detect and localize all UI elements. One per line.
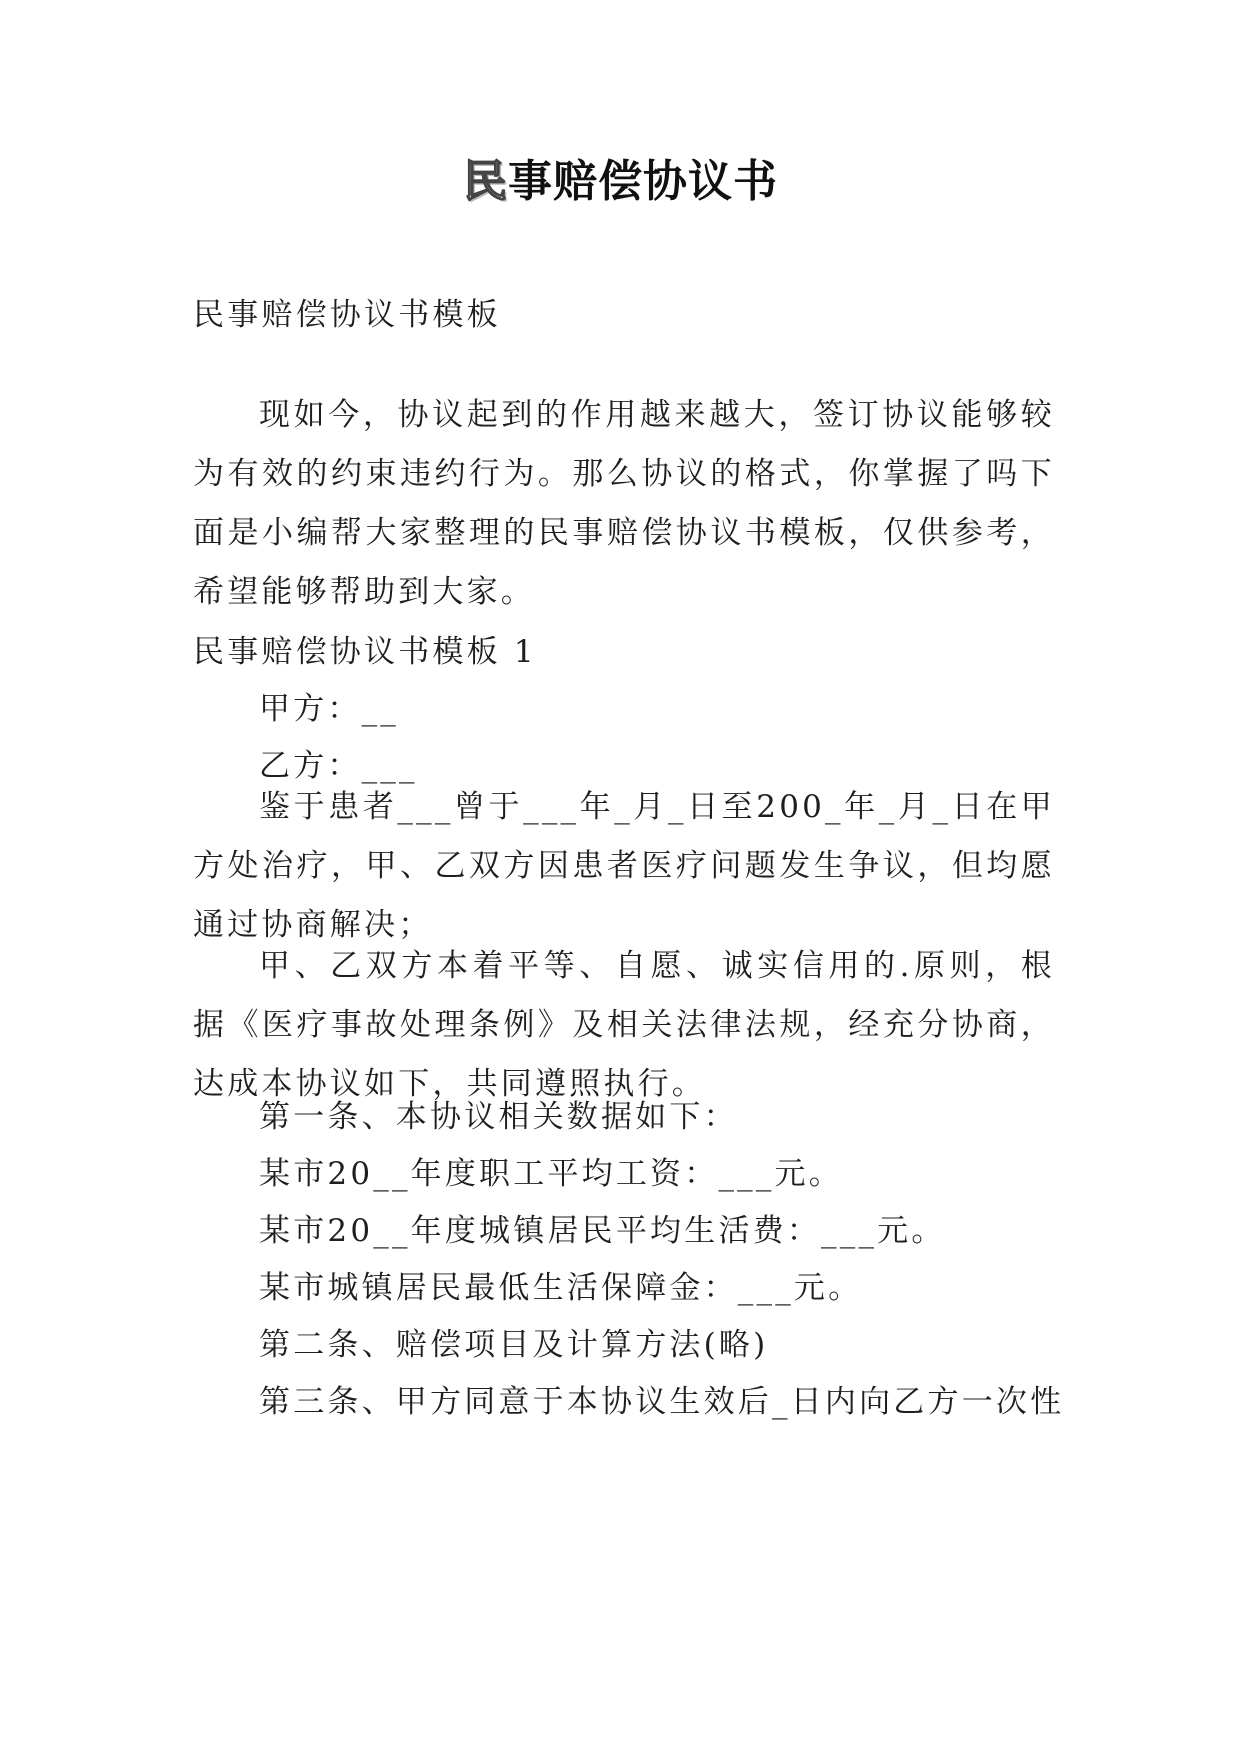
whereas-paragraph: 鉴于患者___曾于___年_月_日至200_年_月_日在甲方处治疗，甲、乙双方因患者医疗问题发生争议，但均愿通过协商解决； — [193, 789, 1055, 943]
minimum-living-line: 某市城镇居民最低生活保障金：___元。 — [259, 1270, 863, 1306]
document-subtitle: 民事赔偿协议书模板 — [193, 297, 501, 333]
template-heading: 民事赔偿协议书模板 1 — [193, 634, 537, 670]
living-expense-line: 某市20__年度城镇居民平均生活费：___元。 — [259, 1213, 946, 1249]
article-2: 第二条、赔偿项目及计算方法(略) — [259, 1327, 769, 1363]
article-3: 第三条、甲方同意于本协议生效后_日内向乙方一次性 — [259, 1384, 1065, 1420]
average-wage-line: 某市20__年度职工平均工资：___元。 — [259, 1156, 843, 1192]
article-1: 第一条、本协议相关数据如下： — [259, 1099, 738, 1135]
title-rest: 事赔偿协议书 — [508, 156, 778, 207]
document-title — [0, 150, 1241, 214]
title-first-char: 民 — [463, 156, 508, 207]
party-b-line: 乙方：___ — [259, 748, 418, 784]
intro-paragraph: 现如今，协议起到的作用越来越大，签订协议能够较为有效的约束违约行为。那么协议的格式，你掌握了吗下面是小编帮大家整理的民事赔偿协议书模板，仅供参考，希望能够帮助到大家。 — [193, 397, 1055, 610]
principle-paragraph: 甲、乙双方本着平等、自愿、诚实信用的.原则，根据《医疗事故处理条例》及相关法律法规，经充分协商，达成本协议如下，共同遵照执行。 — [193, 948, 1055, 1102]
party-a-line: 甲方：__ — [259, 691, 399, 727]
